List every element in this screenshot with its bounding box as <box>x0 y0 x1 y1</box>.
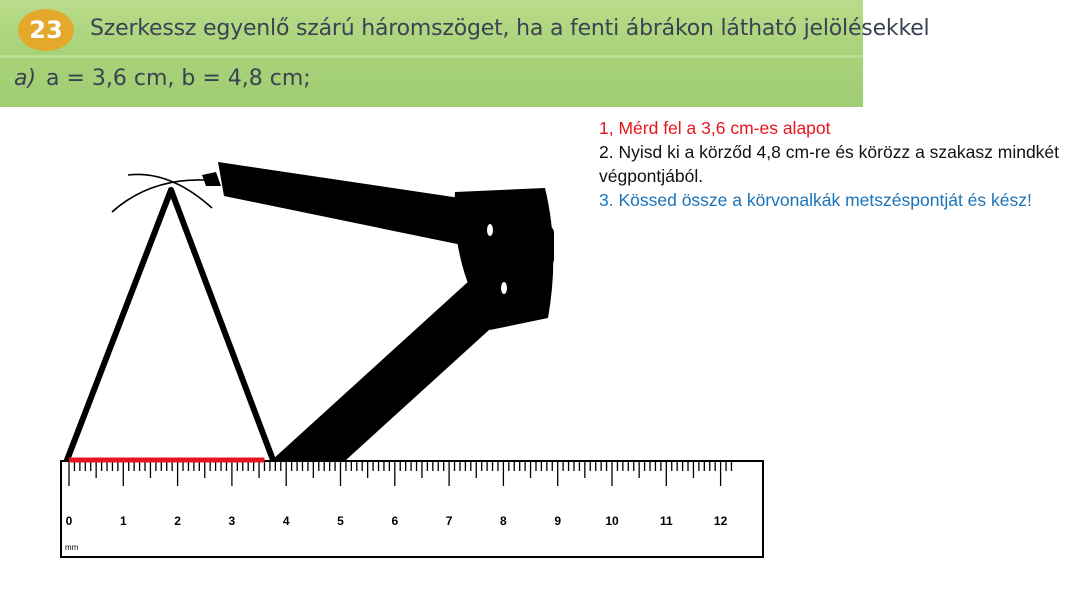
ruler-label: 1 <box>119 514 127 528</box>
ruler-label: 12 <box>713 514 728 528</box>
ruler-label: 7 <box>445 514 453 528</box>
compass-knob <box>528 225 554 267</box>
triangle-right-side <box>171 190 273 460</box>
ruler-label: 8 <box>500 514 507 528</box>
compass-lower-arm <box>272 280 500 470</box>
ruler <box>61 461 763 557</box>
triangle-left-side <box>67 190 171 460</box>
triangle <box>67 190 273 460</box>
ruler-label: 6 <box>391 514 399 528</box>
ruler-label: 4 <box>282 514 290 528</box>
compass-screw-upper <box>487 224 493 236</box>
step-1: 1, Mérd fel a 3,6 cm-es alapot <box>599 118 831 138</box>
compass-icon <box>202 162 554 470</box>
ruler-label: 9 <box>554 514 562 528</box>
ruler-label: 2 <box>174 514 181 528</box>
step-2: 2. Nyisd ki a körződ 4,8 cm-re és körözz a szakasz mindkét végpontjából. <box>599 142 1060 186</box>
ruler-label: 5 <box>337 514 344 528</box>
part-label: a) <box>14 66 37 91</box>
ruler-body <box>61 461 763 557</box>
exercise-number-badge: 23 <box>18 9 74 51</box>
ruler-unit: mm <box>65 543 79 552</box>
ruler-label: 11 <box>659 514 673 528</box>
exercise-instruction: Szerkessz egyenlő szárú háromszöget, ha a fenti ábrákon látható jelölésekkel <box>90 16 930 41</box>
arc-left <box>112 180 205 212</box>
ruler-label: 10 <box>605 514 619 528</box>
step-3: 3. Kössed össze a körvonalkák metszéspontját és kész! <box>599 190 1032 210</box>
given-values: a = 3,6 cm, b = 4,8 cm; <box>46 66 311 91</box>
ruler-label: 0 <box>65 514 73 528</box>
compass-upper-arm <box>218 162 462 245</box>
ruler-label: 3 <box>228 514 236 528</box>
compass-screw-lower <box>501 282 507 294</box>
compass-pencil-tip <box>202 172 221 186</box>
